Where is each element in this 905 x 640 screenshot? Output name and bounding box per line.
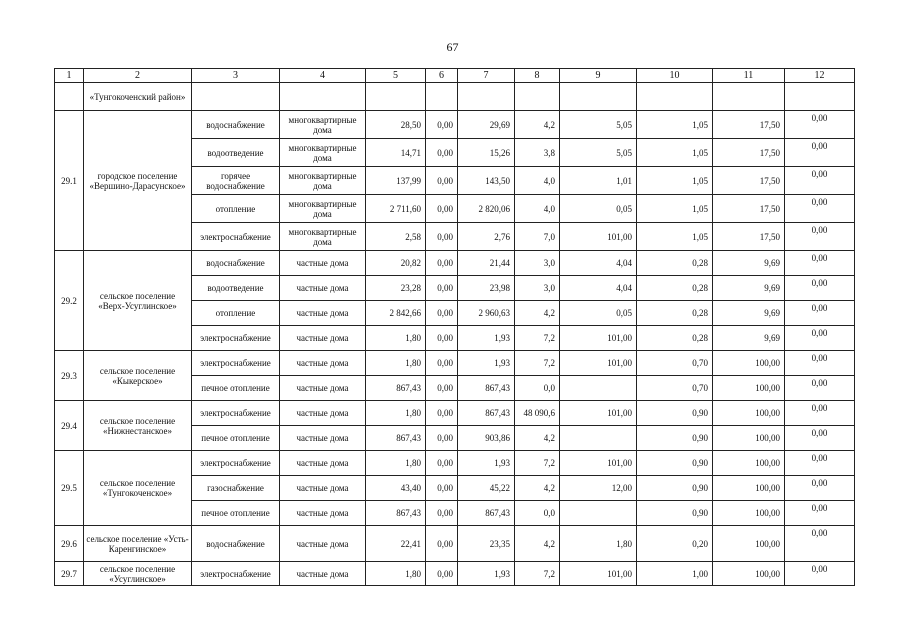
value-cell-c11: 100,00 (713, 451, 785, 476)
value-cell-c9: 101,00 (560, 351, 637, 376)
value-cell-c5: 43,40 (366, 476, 426, 501)
value-cell-c12: 0,00 (785, 351, 855, 376)
value-cell-c11: 100,00 (713, 376, 785, 401)
service-cell: отопление (192, 301, 280, 326)
value-cell-c12: 0,00 (785, 562, 855, 586)
value-cell-c7: 29,69 (458, 111, 515, 139)
value-cell-c9: 1,01 (560, 167, 637, 195)
value-cell-c5: 2,58 (366, 223, 426, 251)
value-cell-c12: 0,00 (785, 451, 855, 476)
value-cell-c5: 137,99 (366, 167, 426, 195)
value-cell-c8: 4,0 (515, 195, 560, 223)
value-cell-c11: 100,00 (713, 501, 785, 526)
value-cell-c8: 4,2 (515, 526, 560, 562)
value-cell-c7: 1,93 (458, 326, 515, 351)
value-cell-c11: 100,00 (713, 476, 785, 501)
value-cell-c12: 0,00 (785, 251, 855, 276)
settlement-name: городское поселение «Вершино-Дарасунское» (84, 111, 192, 251)
value-cell-c7: 2 820,06 (458, 195, 515, 223)
value-cell-c10: 0,90 (637, 501, 713, 526)
column-header: 3 (192, 69, 280, 83)
value-cell-c9: 101,00 (560, 401, 637, 426)
value-cell-c8: 7,2 (515, 351, 560, 376)
value-cell-c8: 4,2 (515, 476, 560, 501)
table-row (55, 401, 855, 426)
settlement-name: сельское поселение «Верх-Усуглинское» (84, 251, 192, 351)
value-cell-c6: 0,00 (426, 195, 458, 223)
column-header: 8 (515, 69, 560, 83)
value-cell-c8: 4,0 (515, 167, 560, 195)
table-row (55, 526, 855, 562)
value-cell-c11: 17,50 (713, 139, 785, 167)
value-cell-c10: 0,90 (637, 451, 713, 476)
service-cell: электроснабжение (192, 401, 280, 426)
value-cell-c10: 0,90 (637, 401, 713, 426)
housing-type-cell: частные дома (280, 376, 366, 401)
housing-type-cell: частные дома (280, 351, 366, 376)
value-cell-c7: 1,93 (458, 451, 515, 476)
value-cell-c6: 0,00 (426, 111, 458, 139)
column-header: 11 (713, 69, 785, 83)
service-cell: водоотведение (192, 276, 280, 301)
value-cell-c8: 7,2 (515, 562, 560, 586)
value-cell-c6: 0,00 (426, 223, 458, 251)
value-cell-c5: 1,80 (366, 451, 426, 476)
housing-type-cell: частные дома (280, 401, 366, 426)
value-cell-c9: 101,00 (560, 223, 637, 251)
value-cell-c12: 0,00 (785, 111, 855, 139)
value-cell-c6: 0,00 (426, 476, 458, 501)
value-cell-c8: 7,2 (515, 326, 560, 351)
service-cell: водоснабжение (192, 111, 280, 139)
value-cell-c9: 4,04 (560, 251, 637, 276)
value-cell-c6: 0,00 (426, 526, 458, 562)
value-cell-c7: 1,93 (458, 562, 515, 586)
value-cell-c10: 1,00 (637, 562, 713, 586)
value-cell-c6: 0,00 (426, 562, 458, 586)
value-cell-c8: 7,2 (515, 451, 560, 476)
value-cell-c5: 1,80 (366, 351, 426, 376)
value-cell-c8: 4,2 (515, 426, 560, 451)
value-cell-c10: 1,05 (637, 195, 713, 223)
value-cell-c12: 0,00 (785, 301, 855, 326)
value-cell-c11: 9,69 (713, 301, 785, 326)
row-number: 29.4 (55, 401, 84, 451)
value-cell-c5: 1,80 (366, 562, 426, 586)
value-cell-c12: 0,00 (785, 476, 855, 501)
value-cell-c11: 9,69 (713, 251, 785, 276)
value-cell-c7: 45,22 (458, 476, 515, 501)
value-cell-c6: 0,00 (426, 139, 458, 167)
value-cell-c7: 867,43 (458, 501, 515, 526)
row-number: 29.3 (55, 351, 84, 401)
value-cell-c6: 0,00 (426, 376, 458, 401)
value-cell-c8: 4,2 (515, 111, 560, 139)
service-cell: газоснабжение (192, 476, 280, 501)
value-cell-c7: 867,43 (458, 376, 515, 401)
service-cell: электроснабжение (192, 223, 280, 251)
value-cell-c10: 1,05 (637, 167, 713, 195)
table-row (55, 111, 855, 139)
value-cell-c7: 2 960,63 (458, 301, 515, 326)
value-cell-c11: 17,50 (713, 167, 785, 195)
value-cell-c7: 867,43 (458, 401, 515, 426)
settlement-name: сельское поселение «Тунгокоченское» (84, 451, 192, 526)
value-cell-c7: 15,26 (458, 139, 515, 167)
value-cell-c12: 0,00 (785, 195, 855, 223)
value-cell-c6: 0,00 (426, 451, 458, 476)
value-cell-c10: 0,28 (637, 276, 713, 301)
table-row (55, 451, 855, 476)
value-cell-c6: 0,00 (426, 276, 458, 301)
service-cell: печное отопление (192, 426, 280, 451)
value-cell-c5: 1,80 (366, 401, 426, 426)
value-cell-c7: 21,44 (458, 251, 515, 276)
housing-type-cell: многоквартирные дома (280, 195, 366, 223)
settlement-name: сельское поселение «Усуглинское» (84, 562, 192, 586)
district-row (55, 83, 855, 111)
value-cell-c6: 0,00 (426, 326, 458, 351)
value-cell-c5: 28,50 (366, 111, 426, 139)
value-cell-c7: 1,93 (458, 351, 515, 376)
district-label: «Тунгокоченский район» (84, 83, 192, 111)
service-cell: электроснабжение (192, 351, 280, 376)
value-cell-c12: 0,00 (785, 276, 855, 301)
row-number: 29.1 (55, 111, 84, 251)
value-cell-c5: 23,28 (366, 276, 426, 301)
value-cell-c8: 4,2 (515, 301, 560, 326)
value-cell-c11: 100,00 (713, 401, 785, 426)
value-cell-c10: 0,28 (637, 251, 713, 276)
value-cell-c9: 101,00 (560, 562, 637, 586)
value-cell-c9 (560, 376, 637, 401)
housing-type-cell: частные дома (280, 526, 366, 562)
value-cell-c10: 1,05 (637, 139, 713, 167)
value-cell-c7: 23,35 (458, 526, 515, 562)
value-cell-c9: 5,05 (560, 139, 637, 167)
column-header: 5 (366, 69, 426, 83)
table-row (55, 351, 855, 376)
value-cell-c11: 17,50 (713, 195, 785, 223)
table-row (55, 562, 855, 586)
settlement-name: сельское поселение «Нижнестанское» (84, 401, 192, 451)
value-cell-c8: 48 090,6 (515, 401, 560, 426)
tariff-table (54, 68, 855, 586)
service-cell: горячее водоснабжение (192, 167, 280, 195)
value-cell-c12: 0,00 (785, 401, 855, 426)
value-cell-c10: 0,90 (637, 476, 713, 501)
housing-type-cell: частные дома (280, 276, 366, 301)
housing-type-cell: частные дома (280, 451, 366, 476)
value-cell-c6: 0,00 (426, 501, 458, 526)
column-header: 1 (55, 69, 84, 83)
header-row (55, 69, 855, 83)
service-cell: водоотведение (192, 139, 280, 167)
service-cell: отопление (192, 195, 280, 223)
service-cell: электроснабжение (192, 451, 280, 476)
housing-type-cell: многоквартирные дома (280, 111, 366, 139)
value-cell-c12: 0,00 (785, 526, 855, 562)
value-cell-c10: 0,28 (637, 326, 713, 351)
value-cell-c10: 1,05 (637, 223, 713, 251)
column-header: 12 (785, 69, 855, 83)
value-cell-c5: 20,82 (366, 251, 426, 276)
housing-type-cell: частные дома (280, 326, 366, 351)
value-cell-c10: 0,70 (637, 376, 713, 401)
service-cell: печное отопление (192, 376, 280, 401)
value-cell-c5: 22,41 (366, 526, 426, 562)
column-header: 2 (84, 69, 192, 83)
service-cell: водоснабжение (192, 526, 280, 562)
value-cell-c11: 17,50 (713, 223, 785, 251)
value-cell-c6: 0,00 (426, 251, 458, 276)
value-cell-c11: 17,50 (713, 111, 785, 139)
housing-type-cell: многоквартирные дома (280, 223, 366, 251)
value-cell-c7: 903,86 (458, 426, 515, 451)
settlement-name: сельское поселение «Кыкерское» (84, 351, 192, 401)
value-cell-c6: 0,00 (426, 301, 458, 326)
value-cell-c5: 867,43 (366, 426, 426, 451)
value-cell-c7: 23,98 (458, 276, 515, 301)
column-header: 10 (637, 69, 713, 83)
value-cell-c12: 0,00 (785, 139, 855, 167)
value-cell-c10: 0,28 (637, 301, 713, 326)
housing-type-cell: частные дома (280, 562, 366, 586)
value-cell-c12: 0,00 (785, 167, 855, 195)
value-cell-c10: 1,05 (637, 111, 713, 139)
value-cell-c5: 1,80 (366, 326, 426, 351)
value-cell-c8: 7,0 (515, 223, 560, 251)
value-cell-c9: 101,00 (560, 326, 637, 351)
value-cell-c11: 100,00 (713, 562, 785, 586)
value-cell-c8: 3,0 (515, 251, 560, 276)
housing-type-cell: многоквартирные дома (280, 139, 366, 167)
service-cell: водоснабжение (192, 251, 280, 276)
value-cell-c11: 100,00 (713, 351, 785, 376)
value-cell-c11: 100,00 (713, 426, 785, 451)
value-cell-c8: 3,0 (515, 276, 560, 301)
column-header: 6 (426, 69, 458, 83)
service-cell: печное отопление (192, 501, 280, 526)
value-cell-c5: 2 711,60 (366, 195, 426, 223)
value-cell-c12: 0,00 (785, 501, 855, 526)
value-cell-c10: 0,20 (637, 526, 713, 562)
column-header: 9 (560, 69, 637, 83)
row-number: 29.5 (55, 451, 84, 526)
column-header: 7 (458, 69, 515, 83)
value-cell-c7: 143,50 (458, 167, 515, 195)
housing-type-cell: частные дома (280, 476, 366, 501)
value-cell-c11: 9,69 (713, 276, 785, 301)
row-number: 29.2 (55, 251, 84, 351)
value-cell-c7: 2,76 (458, 223, 515, 251)
housing-type-cell: частные дома (280, 426, 366, 451)
value-cell-c12: 0,00 (785, 326, 855, 351)
row-number: 29.7 (55, 562, 84, 586)
value-cell-c12: 0,00 (785, 426, 855, 451)
value-cell-c9 (560, 426, 637, 451)
value-cell-c9: 1,80 (560, 526, 637, 562)
housing-type-cell: многоквартирные дома (280, 167, 366, 195)
value-cell-c10: 0,90 (637, 426, 713, 451)
service-cell: электроснабжение (192, 562, 280, 586)
value-cell-c6: 0,00 (426, 426, 458, 451)
housing-type-cell: частные дома (280, 501, 366, 526)
value-cell-c6: 0,00 (426, 167, 458, 195)
value-cell-c9: 12,00 (560, 476, 637, 501)
value-cell-c6: 0,00 (426, 401, 458, 426)
value-cell-c6: 0,00 (426, 351, 458, 376)
value-cell-c9: 0,05 (560, 195, 637, 223)
value-cell-c5: 867,43 (366, 376, 426, 401)
value-cell-c11: 9,69 (713, 326, 785, 351)
housing-type-cell: частные дома (280, 251, 366, 276)
service-cell: электроснабжение (192, 326, 280, 351)
value-cell-c9: 5,05 (560, 111, 637, 139)
value-cell-c8: 0,0 (515, 501, 560, 526)
value-cell-c11: 100,00 (713, 526, 785, 562)
page-number: 67 (446, 40, 459, 54)
settlement-name: сельское поселение «Усть-Каренгинское» (84, 526, 192, 562)
value-cell-c9: 101,00 (560, 451, 637, 476)
table-row (55, 251, 855, 276)
housing-type-cell: частные дома (280, 301, 366, 326)
value-cell-c8: 0,0 (515, 376, 560, 401)
value-cell-c5: 867,43 (366, 501, 426, 526)
row-number: 29.6 (55, 526, 84, 562)
value-cell-c9: 4,04 (560, 276, 637, 301)
value-cell-c12: 0,00 (785, 376, 855, 401)
column-header: 4 (280, 69, 366, 83)
value-cell-c8: 3,8 (515, 139, 560, 167)
value-cell-c9: 0,05 (560, 301, 637, 326)
value-cell-c12: 0,00 (785, 223, 855, 251)
value-cell-c9 (560, 501, 637, 526)
value-cell-c10: 0,70 (637, 351, 713, 376)
value-cell-c5: 14,71 (366, 139, 426, 167)
value-cell-c5: 2 842,66 (366, 301, 426, 326)
